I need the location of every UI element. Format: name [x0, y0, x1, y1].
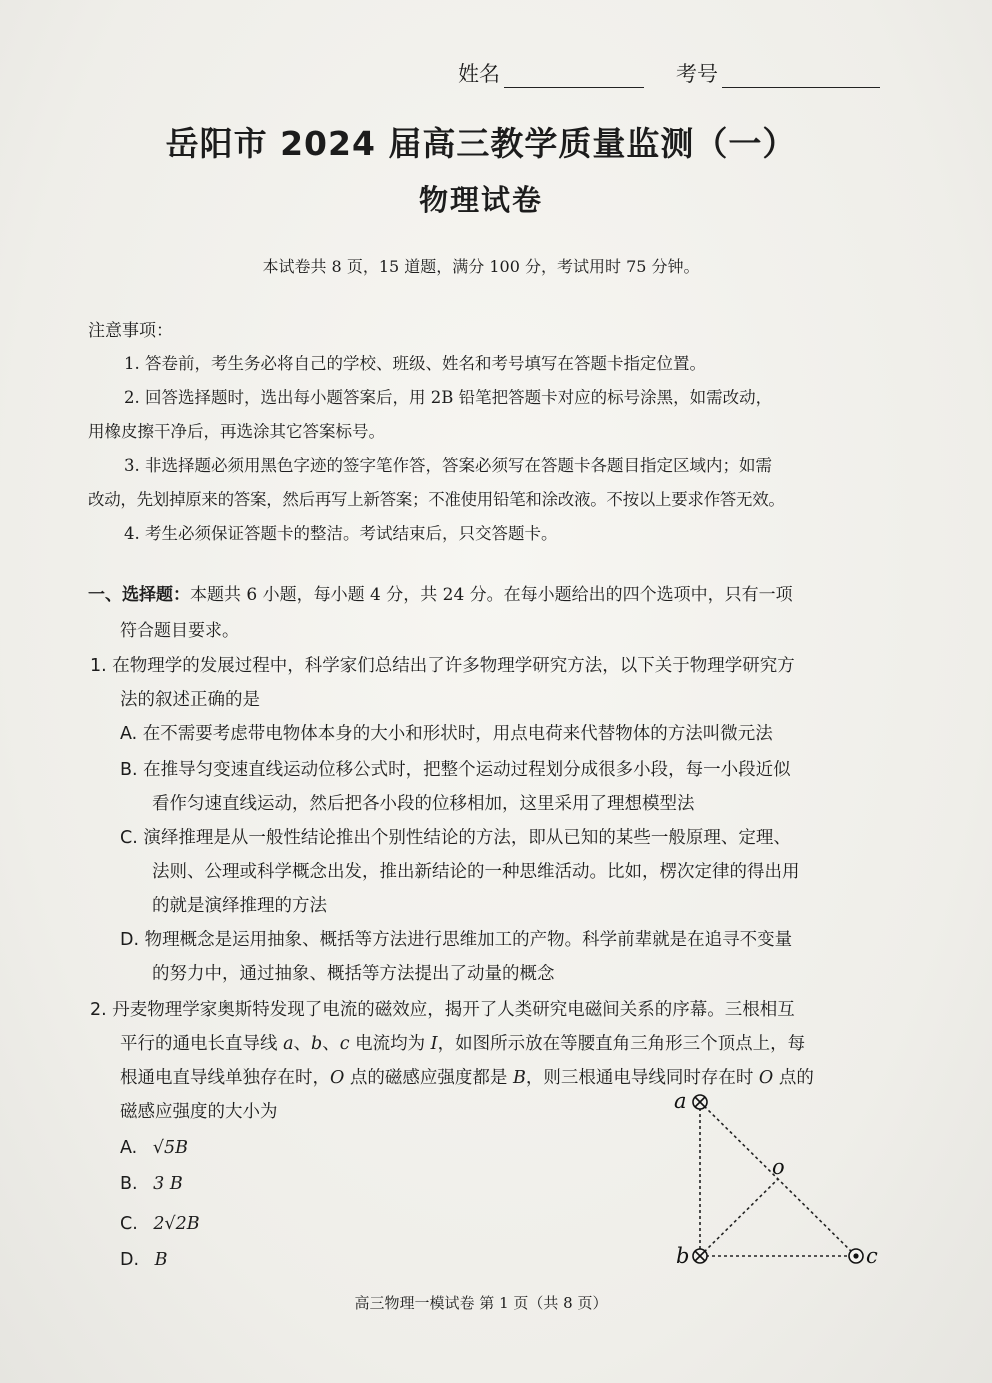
option-label: B.	[120, 1174, 138, 1194]
notice-item-3: 3. 非选择题必须用黑色字迹的签字笔作答，答案必须写在答题卡各题目指定区域内；如需	[124, 456, 772, 475]
q1-option-d-cont: 的努力中，通过抽象、概括等方法提出了动量的概念	[152, 964, 555, 984]
option-value: B	[154, 1250, 168, 1270]
exam-no-blank[interactable]	[722, 87, 880, 88]
q1-option-d: D. 物理概念是运用抽象、概括等方法进行思维加工的产物。科学前辈就是在追寻不变量	[120, 930, 793, 950]
q2-option-a	[120, 1138, 188, 1158]
q1-option-c: C. 演绎推理是从一般性结论推出个别性结论的方法，即从已知的某些一般原理、定理、	[120, 828, 791, 848]
q2-sep: 、	[293, 1034, 311, 1054]
section-desc-cont: 符合题目要求。	[120, 621, 239, 641]
q2-text: 电流均为	[349, 1034, 431, 1054]
var-a: a	[283, 1034, 294, 1054]
section-desc: 本题共 6 小题，每小题 4 分，共 24 分。在每小题给出的四个选项中，只有一项	[190, 585, 793, 605]
q2-stem-line2	[120, 1030, 805, 1055]
var-b-field: B	[512, 1068, 526, 1088]
q2-text: 根通电直导线单独存在时，	[120, 1068, 330, 1088]
q1-option-b: B. 在推导匀变速直线运动位移公式时，把整个运动过程划分成很多小段，每一小段近似	[120, 760, 791, 780]
notice-item-2-cont: 用橡皮擦干净后，再选涂其它答案标号。	[88, 422, 385, 441]
label-a: a	[674, 1089, 687, 1113]
q1-option-c-cont: 法则、公理或科学概念出发，推出新结论的一种思维活动。比如，楞次定律的得出用	[152, 862, 800, 882]
page-footer: 高三物理一模试卷 第 1 页（共 8 页）	[354, 1294, 608, 1312]
q2-option-b	[120, 1174, 183, 1194]
q2-option-c	[120, 1214, 200, 1234]
label-b: b	[676, 1244, 690, 1268]
name-blank[interactable]	[504, 87, 644, 88]
triangle-wire-diagram	[660, 1080, 900, 1280]
exam-info: 本试卷共 8 页，15 道题，满分 100 分，考试用时 75 分钟。	[262, 257, 700, 276]
name-label: 姓名	[458, 62, 500, 86]
notice-heading: 注意事项：	[88, 321, 173, 341]
subject-title: 物理试卷	[418, 183, 543, 217]
q2-text: ，如图所示放在等腰直角三角形三个顶点上，每	[437, 1034, 806, 1054]
section-label: 一、选择题：	[88, 585, 190, 605]
q1-stem: 1. 在物理学的发展过程中，科学家们总结出了许多物理学研究方法，以下关于物理学研究方	[90, 656, 795, 676]
q2-text: ，则三根通电导线同时存在时	[525, 1068, 759, 1088]
q2-text: 平行的通电长直导线	[120, 1034, 284, 1054]
exam-no-field	[676, 58, 880, 88]
q1-option-a: A. 在不需要考虑带电物体本身的大小和形状时，用点电荷来代替物体的方法叫微元法	[120, 724, 773, 744]
option-label: D.	[120, 1250, 140, 1270]
segment-bo	[700, 1179, 778, 1256]
q2-text: 点的磁感应强度都是	[344, 1068, 513, 1088]
name-field	[458, 58, 644, 88]
wire-b-into-page-icon	[693, 1249, 707, 1263]
q2-sep: 、	[322, 1034, 340, 1054]
q1-option-c-cont2: 的就是演绎推理的方法	[152, 896, 327, 916]
wire-c-out-of-page-icon	[849, 1249, 863, 1263]
option-value: 2√2B	[153, 1214, 200, 1234]
option-label: C.	[120, 1214, 138, 1234]
q2-stem-line4: 磁感应强度的大小为	[120, 1102, 278, 1122]
q2-text: 点的	[773, 1068, 814, 1088]
var-c: c	[339, 1034, 350, 1054]
exam-title: 岳阳市 2024 届高三教学质量监测（一）	[165, 124, 797, 163]
option-value: 3 B	[153, 1174, 183, 1194]
section-heading	[88, 580, 793, 605]
option-value: √5B	[152, 1138, 188, 1158]
var-b: b	[311, 1034, 323, 1054]
q2-stem: 2. 丹麦物理学家奥斯特发现了电流的磁效应，揭开了人类研究电磁间关系的序幕。三根相互	[90, 1000, 795, 1020]
q1-option-b-cont: 看作匀速直线运动，然后把各小段的位移相加，这里采用了理想模型法	[152, 794, 695, 814]
notice-item-1: 1. 答卷前，考生务必将自己的学校、班级、姓名和考号填写在答题卡指定位置。	[124, 354, 706, 373]
var-o: O	[330, 1068, 345, 1088]
q2-option-d	[120, 1250, 168, 1270]
var-o: O	[758, 1068, 774, 1088]
option-label: A.	[120, 1138, 138, 1158]
label-o: o	[772, 1155, 785, 1179]
notice-item-2: 2. 回答选择题时，选出每小题答案后，用 2B 铅笔把答题卡对应的标号涂黑，如需改动，	[124, 388, 773, 407]
exam-no-label: 考号	[676, 62, 718, 86]
q1-stem-cont: 法的叙述正确的是	[120, 690, 260, 710]
var-i: I	[430, 1034, 438, 1054]
wire-a-into-page-icon	[693, 1095, 707, 1109]
label-c: c	[866, 1244, 878, 1268]
notice-item-4: 4. 考生必须保证答题卡的整洁。考试结束后，只交答题卡。	[124, 524, 558, 543]
notice-item-3-cont: 改动，先划掉原来的答案，然后再写上新答案；不准使用铅笔和涂改液。不按以上要求作答无效。	[88, 490, 785, 509]
